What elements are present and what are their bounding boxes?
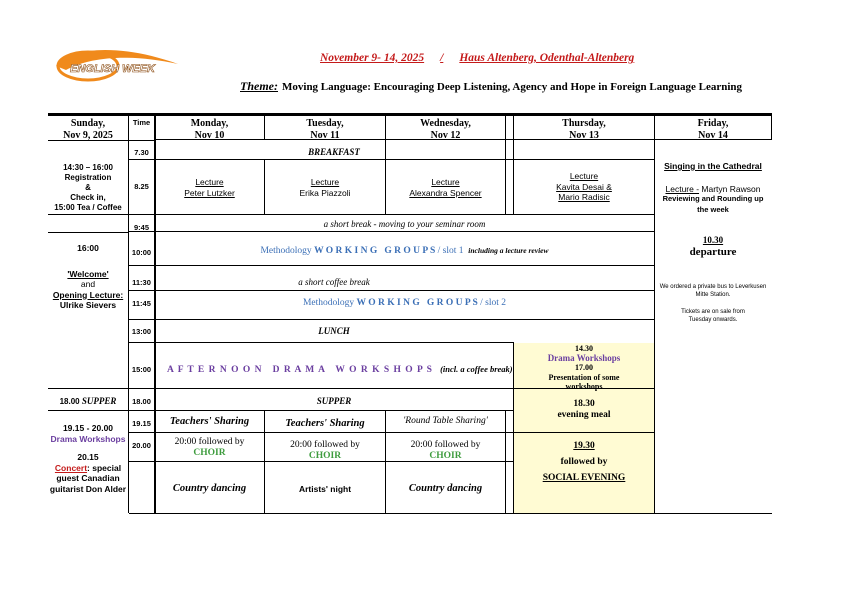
sharing-tuesday: Teachers' Sharing — [285, 418, 365, 429]
late-wednesday: Country dancing — [408, 483, 483, 494]
thursday-meal: 18.30 evening meal — [557, 399, 611, 420]
header-monday: Monday, Nov 10 — [190, 118, 229, 141]
header-tuesday: Tuesday, Nov 11 — [306, 118, 344, 141]
sharing-monday: Teachers' Sharing — [169, 416, 250, 427]
time-1000: 10:00 — [131, 248, 152, 257]
afternoon-drama: A F T E R N O O N D R A M A W O R K S H O P S (incl. a coffee break) — [167, 364, 513, 375]
lunch: LUNCH — [318, 326, 350, 336]
header-thursday: Thursday, Nov 13 — [562, 118, 606, 141]
choir-tuesday: 20:00 followed by CHOIR — [290, 440, 360, 461]
short-break: a short break - moving to your seminar room — [323, 219, 486, 229]
friday-morning: Singing in the Cathedral Lecture - Martyn Rawson Reviewing and Rounding up the week — [662, 161, 764, 214]
header-time: Time — [132, 118, 151, 127]
thursday-drama: 14.30 Drama Workshops 17.00 Presentation of some workshops — [547, 344, 621, 391]
time-1915: 19.15 — [132, 419, 151, 428]
theme-line: Theme: Moving Language: Encouraging Deep Listening, Agency and Hope in Foreign Language Learning — [240, 79, 743, 93]
working-groups-slot1: Methodology W O R K I N G G R O U P S / slot 1 including a lecture review — [260, 246, 549, 256]
thursday-social: 19.30 followed by SOCIAL EVENING — [542, 441, 626, 483]
time-0825: 8.25 — [134, 182, 149, 191]
time-1500: 15:00 — [131, 365, 152, 374]
time-1300: 13:00 — [131, 327, 152, 336]
friday-bus-note: We ordered a private bus to Leverkusen Mitte Station. Tickets are on sale from Tuesday onwards. — [659, 284, 767, 323]
lecture-monday: Lecture Peter Lutzker — [184, 177, 235, 198]
supper: SUPPER — [316, 396, 352, 406]
friday-departure: 10.30 departure — [689, 235, 737, 258]
sunday-opening: 16:00 'Welcome' and Opening Lecture: Ulrike Sievers — [52, 243, 124, 310]
lecture-wednesday: Lecture Alexandra Spencer — [409, 177, 482, 198]
choir-wednesday: 20:00 followed by CHOIR — [410, 440, 481, 461]
time-1145: 11:45 — [132, 299, 151, 308]
lecture-thursday: Lecture Kavita Desai & Mario Radisic — [556, 171, 612, 202]
header-sunday: Sunday, Nov 9, 2025 — [63, 118, 113, 141]
sunday-arrival: 14:30 – 16:00 Registration & Check in, 15:00 Tea / Coffee — [54, 163, 122, 212]
time-2000: 20.00 — [132, 441, 151, 450]
time-1130: 11:30 — [132, 278, 151, 287]
late-tuesday: Artists' night — [298, 484, 352, 494]
breakfast: BREAKFAST — [308, 147, 360, 157]
time-0945: 9:45 — [133, 223, 149, 232]
sunday-evening: 19.15 - 20.00 Drama Workshops 20.15 Concert: special guest Canadian guitarist Don Alder — [49, 423, 127, 494]
choir-monday: 20:00 followed by CHOIR — [174, 437, 245, 458]
header-friday: Friday, Nov 14 — [697, 118, 729, 141]
time-0730: 7.30 — [134, 148, 149, 157]
sharing-wednesday: 'Round Table Sharing' — [403, 416, 488, 426]
lecture-tuesday: Lecture Erika Piazzoli — [299, 177, 351, 198]
event-dates-venue: November 9- 14, 2025 / Haus Altenberg, Odenthal-Altenberg — [320, 52, 635, 64]
header-wednesday: Wednesday, Nov 12 — [420, 118, 471, 141]
sunday-supper: 18.00 SUPPER — [59, 396, 117, 406]
late-monday: Country dancing — [172, 483, 247, 494]
working-groups-slot2: Methodology W O R K I N G G R O U P S / slot 2 — [302, 298, 507, 308]
top-rule — [48, 113, 772, 116]
time-1800: 18.00 — [132, 397, 151, 406]
coffee-break: a short coffee break — [298, 277, 370, 287]
english-week-logo — [52, 42, 180, 82]
svg-text:ENGLISH WEEK: ENGLISH WEEK — [70, 63, 155, 75]
